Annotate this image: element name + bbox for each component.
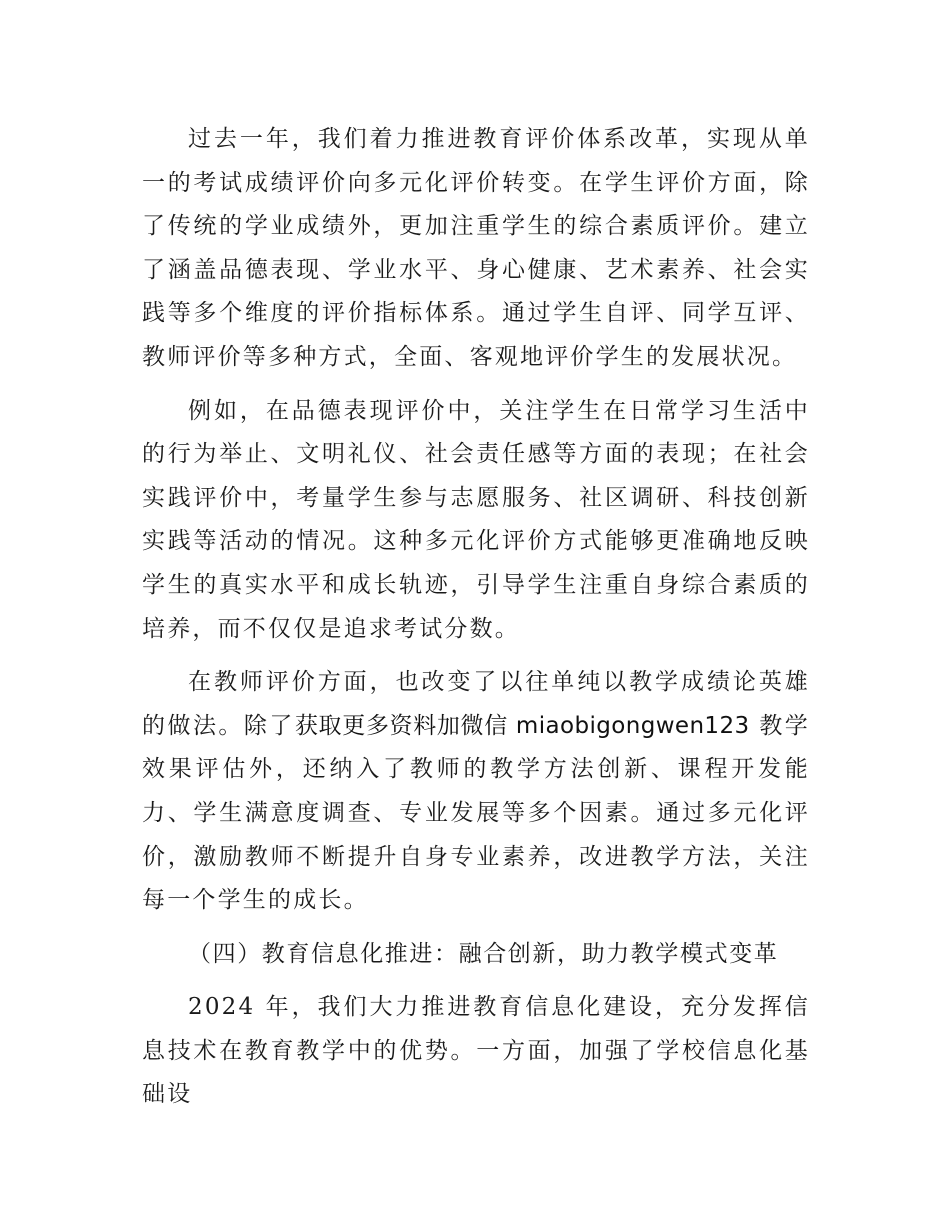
paragraph-evaluation-reform: 过去一年，我们着力推进教育评价体系改革，实现从单一的考试成绩评价向多元化评价转变。在学生评价方面，除了传统的学业成绩外，更加注重学生的综合素质评价。建立了涵盖品德表现、学业水平、身心健康、艺术素养、社会实践等多个维度的评价指标体系。通过学生自评、同学互评、教师评价等多种方式，全面、客观地评价学生的发展状况。: [142, 126, 810, 370]
inline-contact-note: 获取更多资料加微信 miaobigongwen123: [294, 712, 750, 739]
paragraph-text-after: 教学效果评估外，还纳入了教师的教学方法创新、课程开发能力、学生满意度调查、专业发展等多个因素。通过多元化评价，激励教师不断提升自身专业素养，改进教学方法，关注每一个学生的成长。: [142, 712, 810, 914]
paragraph-text-before: 在教师评价方面，也改变了以往单纯以教学成绩论英雄的做法。除了: [142, 669, 810, 739]
paragraph-informatization: 2024 年，我们大力推进教育信息化建设，充分发挥信息技术在教育教学中的优势。一方面，加强了学校信息化基础设: [142, 994, 810, 1108]
document-body: [142, 118, 810, 1127]
paragraph-teacher-evaluation: [142, 661, 810, 923]
section-heading: （四）教育信息化推进：融合创新，助力教学模式变革: [188, 940, 779, 967]
paragraph-example: 例如，在品德表现评价中，关注学生在日常学习生活中的行为举止、文明礼仪、社会责任感等方面的表现；在社会实践评价中，考量学生参与志愿服务、社区调研、科技创新实践等活动的情况。这种多元化评价方式能够更准确地反映学生的真实水平和成长轨迹，引导学生注重自身综合素质的培养，而不仅仅是追求考试分数。: [142, 397, 810, 642]
